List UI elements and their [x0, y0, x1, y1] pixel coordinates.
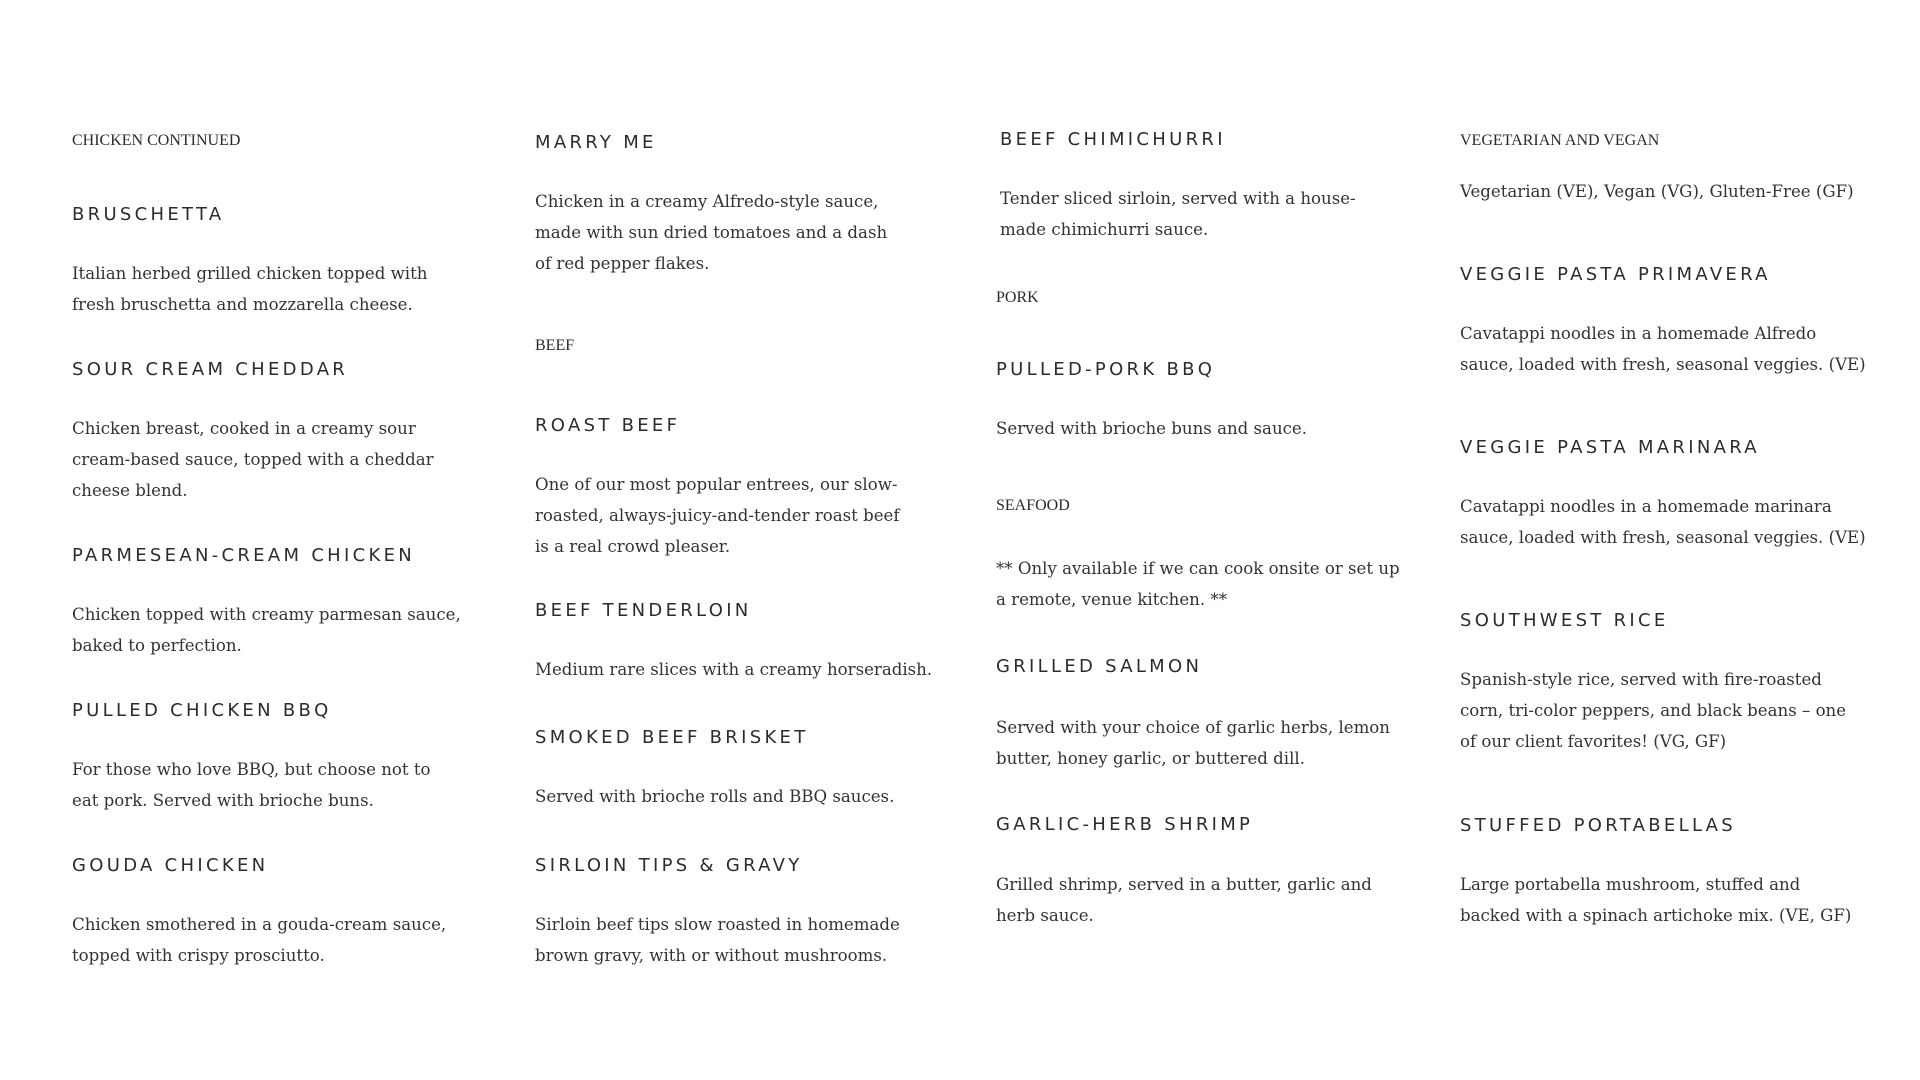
dish-title-gouda-chicken: GOUDA CHICKEN: [72, 855, 269, 876]
description-line: fresh bruschetta and mozzarella cheese.: [72, 295, 413, 314]
dish-description-veggie-pasta-primavera: [1460, 318, 1866, 380]
dish-title-parmesean-cream-chicken: PARMESEAN-CREAM CHICKEN: [72, 545, 416, 566]
dish-title-pulled-pork-bbq: PULLED-PORK BBQ: [996, 359, 1216, 380]
dish-title-pulled-chicken-bbq: PULLED CHICKEN BBQ: [72, 700, 332, 721]
description-line: a remote, venue kitchen. **: [996, 590, 1228, 609]
description-line: Large portabella mushroom, stuffed and: [1460, 875, 1801, 894]
description-line: corn, tri-color peppers, and black beans – one: [1460, 701, 1847, 720]
dish-title-sour-cream-cheddar: SOUR CREAM CHEDDAR: [72, 359, 349, 380]
dish-title-beef-chimichurri: BEEF CHIMICHURRI: [1000, 129, 1226, 150]
dish-title-southwest-rice: SOUTHWEST RICE: [1460, 610, 1669, 631]
description-line: Cavatappi noodles in a homemade marinara: [1460, 497, 1832, 516]
dish-title-garlic-herb-shrimp: GARLIC-HERB SHRIMP: [996, 814, 1254, 835]
dish-description-garlic-herb-shrimp: [996, 869, 1372, 931]
description-line: made with sun dried tomatoes and a dash: [535, 223, 888, 242]
dish-title-marry-me: MARRY ME: [535, 132, 657, 153]
dish-title-veggie-pasta-marinara: VEGGIE PASTA MARINARA: [1460, 437, 1760, 458]
dish-description-sour-cream-cheddar: [72, 413, 434, 506]
dish-description-pulled-chicken-bbq: [72, 754, 431, 816]
dish-title-beef-tenderloin: BEEF TENDERLOIN: [535, 600, 752, 621]
description-line: Grilled shrimp, served in a butter, garlic and: [996, 875, 1372, 894]
dish-description-marry-me: [535, 186, 887, 279]
description-line: butter, honey garlic, or buttered dill.: [996, 749, 1305, 768]
description-line: of our client favorites! (VG, GF): [1460, 732, 1727, 751]
description-line: Italian herbed grilled chicken topped with: [72, 264, 428, 283]
description-line: Served with brioche rolls and BBQ sauces.: [535, 787, 895, 806]
dish-title-grilled-salmon: GRILLED SALMON: [996, 656, 1203, 677]
description-line: Tender sliced sirloin, served with a house-: [1000, 189, 1356, 208]
dish-title-stuffed-portabellas: STUFFED PORTABELLAS: [1460, 815, 1737, 836]
description-line: Sirloin beef tips slow roasted in homemade: [535, 915, 900, 934]
description-line: Chicken topped with creamy parmesan sauce,: [72, 605, 461, 624]
description-line: roasted, always-juicy-and-tender roast beef: [535, 506, 900, 525]
dish-title-sirloin-tips-and-gravy: SIRLOIN TIPS & GRAVY: [535, 855, 803, 876]
description-line: Served with your choice of garlic herbs, lemon: [996, 718, 1390, 737]
description-line: One of our most popular entrees, our slow-: [535, 475, 898, 494]
description-line: ** Only available if we can cook onsite or set up: [996, 559, 1400, 578]
section-heading-seafood: SEAFOOD: [996, 497, 1070, 514]
section-heading-vegetarian-and-vegan: VEGETARIAN AND VEGAN: [1460, 132, 1660, 149]
description-line: cheese blend.: [72, 481, 188, 500]
description-line: sauce, loaded with fresh, seasonal veggies. (VE): [1460, 355, 1866, 374]
dish-description-seafood: [996, 553, 1400, 615]
description-line: herb sauce.: [996, 906, 1094, 925]
dish-description-grilled-salmon: [996, 712, 1390, 774]
dish-description-smoked-beef-brisket: [535, 781, 894, 812]
description-line: Chicken in a creamy Alfredo-style sauce,: [535, 192, 879, 211]
section-heading-pork: PORK: [996, 289, 1039, 306]
dish-description-roast-beef: [535, 469, 900, 562]
dish-description-beef-tenderloin: [535, 654, 932, 685]
description-line: For those who love BBQ, but choose not to: [72, 760, 431, 779]
description-line: backed with a spinach artichoke mix. (VE, GF): [1460, 906, 1852, 925]
dish-description-vegetarian-and-vegan: [1460, 176, 1854, 207]
dish-title-bruschetta: BRUSCHETTA: [72, 204, 225, 225]
description-line: Cavatappi noodles in a homemade Alfredo: [1460, 324, 1817, 343]
description-line: Served with brioche buns and sauce.: [996, 419, 1308, 438]
dish-title-veggie-pasta-primavera: VEGGIE PASTA PRIMAVERA: [1460, 264, 1771, 285]
description-line: cream-based sauce, topped with a cheddar: [72, 450, 434, 469]
description-line: Medium rare slices with a creamy horseradish.: [535, 660, 933, 679]
description-line: made chimichurri sauce.: [1000, 220, 1209, 239]
dish-title-smoked-beef-brisket: SMOKED BEEF BRISKET: [535, 727, 809, 748]
dish-description-southwest-rice: [1460, 664, 1846, 757]
dish-description-veggie-pasta-marinara: [1460, 491, 1866, 553]
description-line: brown gravy, with or without mushrooms.: [535, 946, 888, 965]
section-heading-beef: BEEF: [535, 337, 575, 354]
description-line: sauce, loaded with fresh, seasonal veggies. (VE): [1460, 528, 1866, 547]
section-heading-chicken-continued: CHICKEN CONTINUED: [72, 132, 241, 149]
dish-description-parmesean-cream-chicken: [72, 599, 461, 661]
dish-description-sirloin-tips-and-gravy: [535, 909, 900, 971]
description-line: of red pepper flakes.: [535, 254, 710, 273]
description-line: eat pork. Served with brioche buns.: [72, 791, 374, 810]
description-line: Chicken breast, cooked in a creamy sour: [72, 419, 416, 438]
dish-description-stuffed-portabellas: [1460, 869, 1851, 931]
description-line: baked to perfection.: [72, 636, 242, 655]
dish-description-gouda-chicken: [72, 909, 446, 971]
dish-title-roast-beef: ROAST BEEF: [535, 415, 681, 436]
dish-description-bruschetta: [72, 258, 427, 320]
description-line: Chicken smothered in a gouda-cream sauce,: [72, 915, 447, 934]
dish-description-pulled-pork-bbq: [996, 413, 1307, 444]
description-line: Vegetarian (VE), Vegan (VG), Gluten-Free (GF): [1460, 182, 1854, 201]
dish-description-beef-chimichurri: [1000, 183, 1356, 245]
description-line: topped with crispy prosciutto.: [72, 946, 325, 965]
description-line: is a real crowd pleaser.: [535, 537, 731, 556]
description-line: Spanish-style rice, served with fire-roasted: [1460, 670, 1822, 689]
